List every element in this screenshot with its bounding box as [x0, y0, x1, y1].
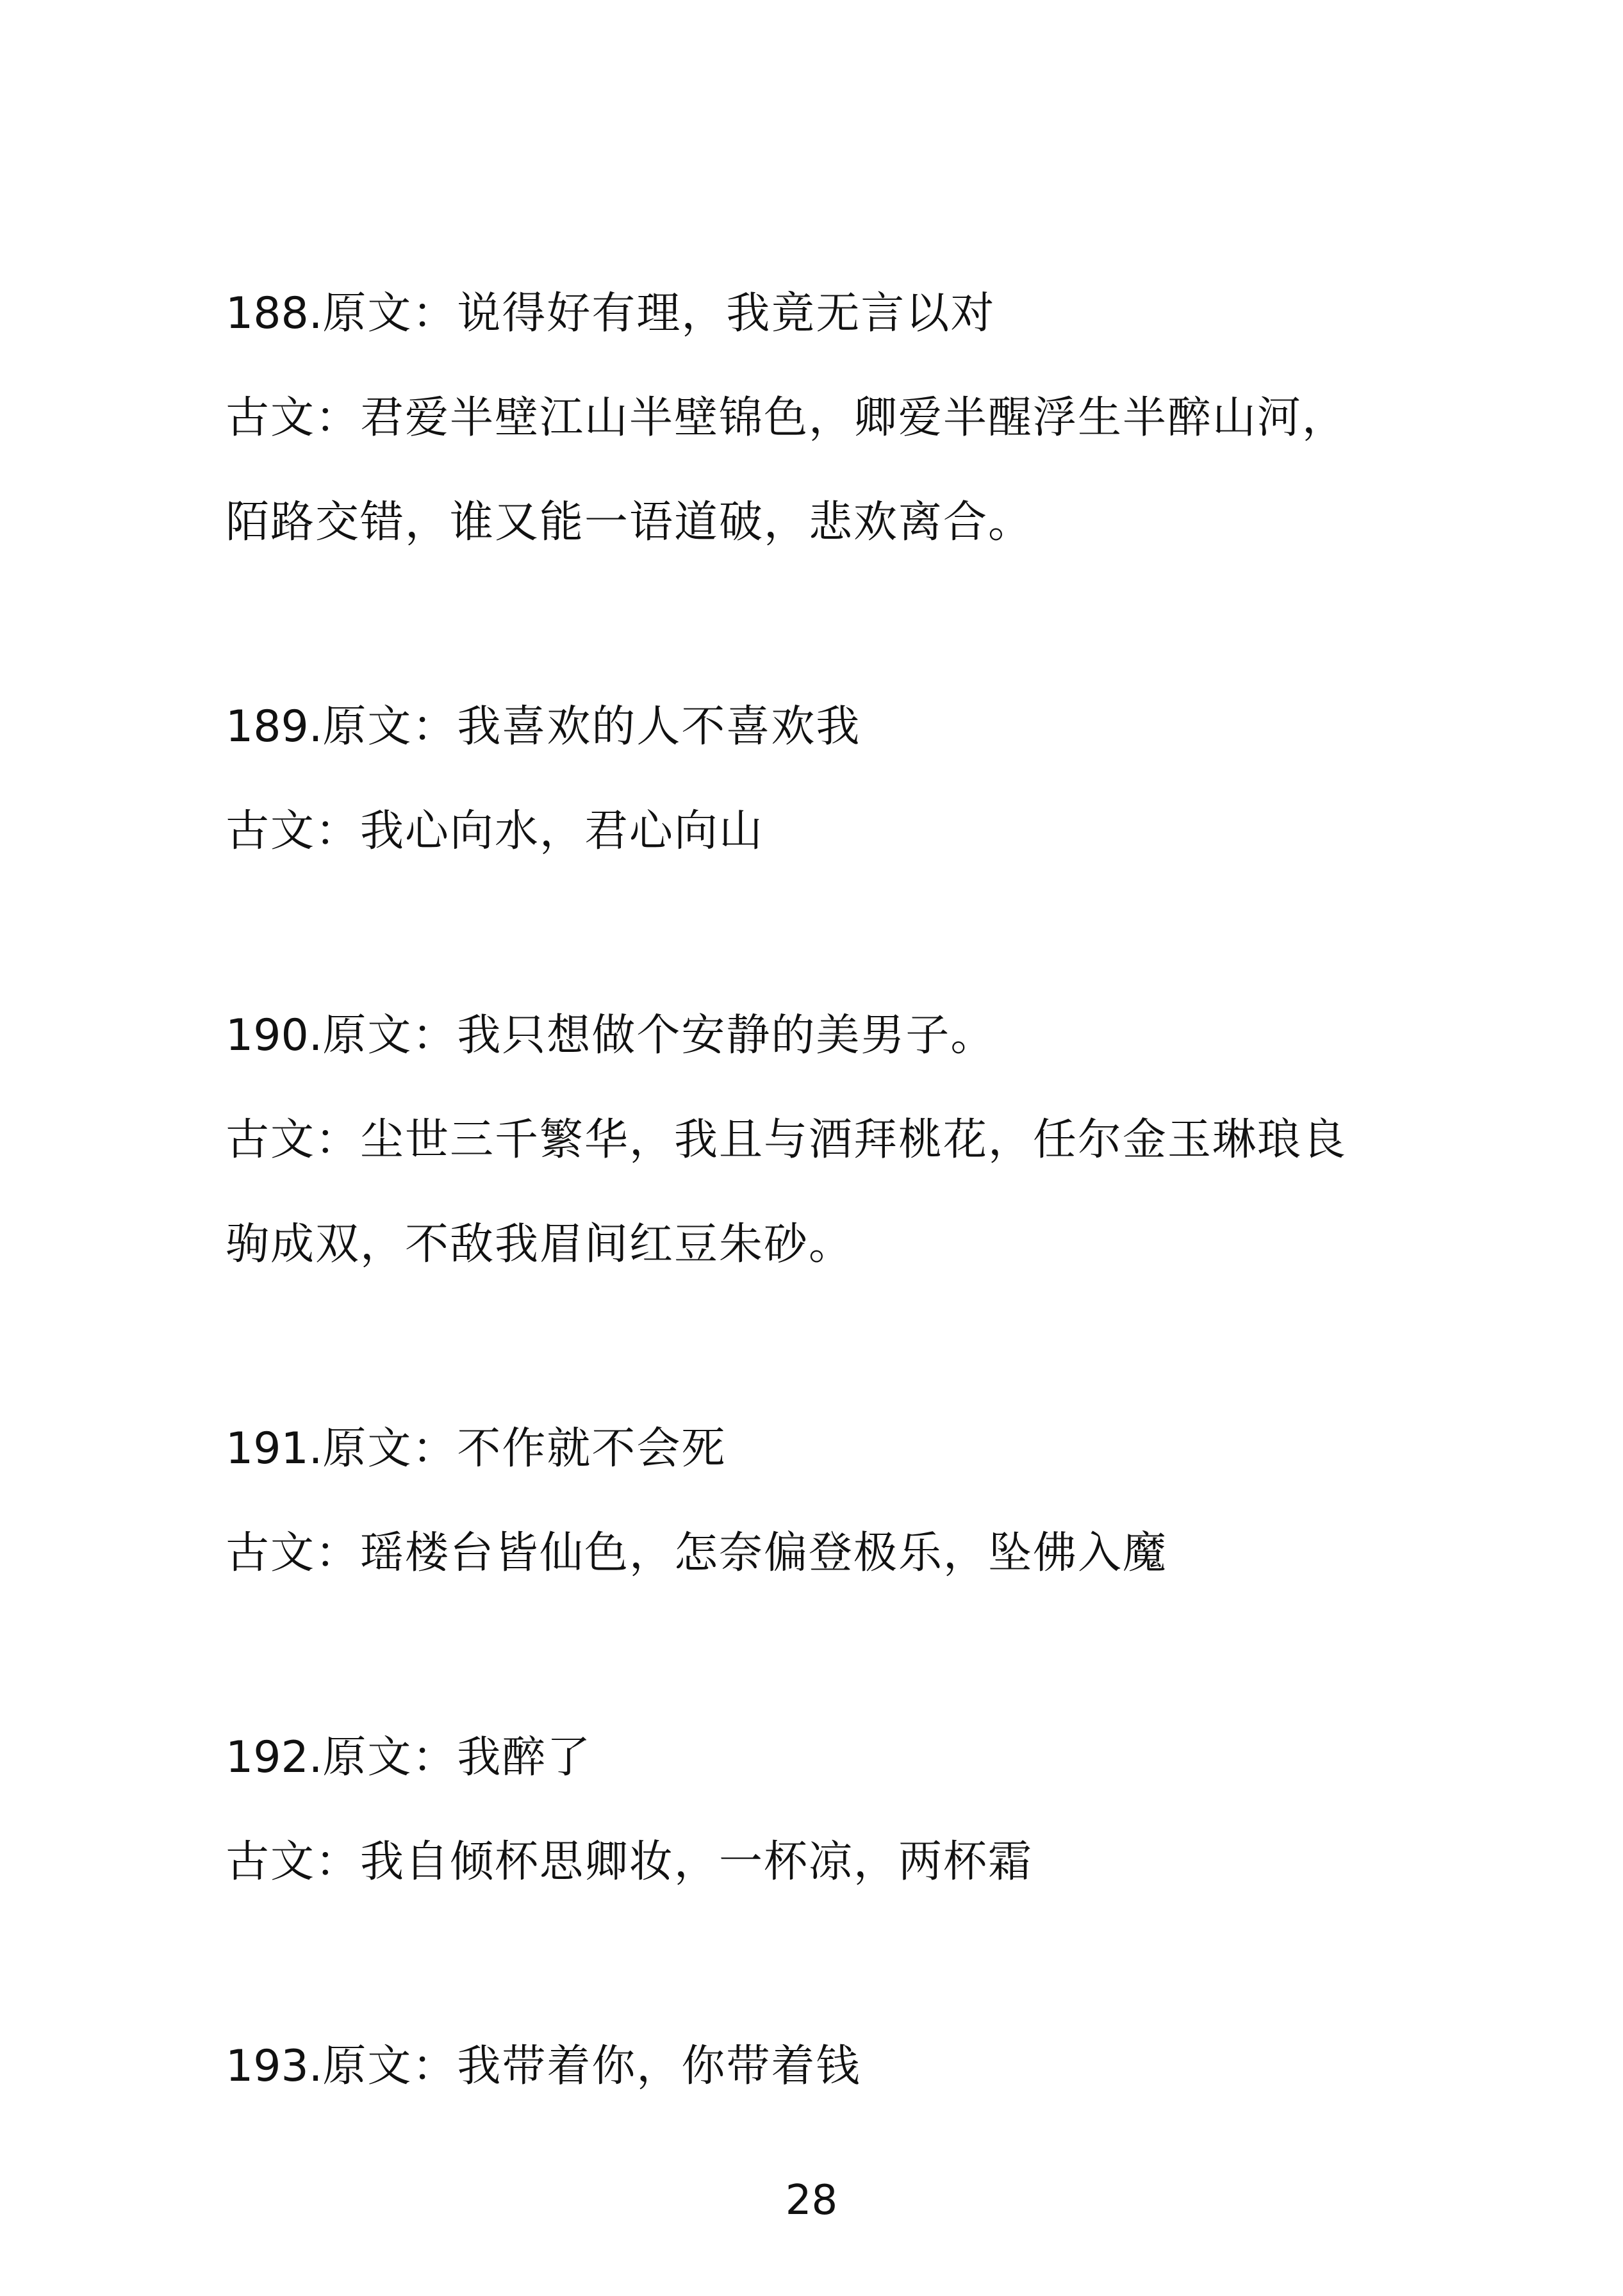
- original-text: 原文：我只想做个安静的美男子。: [322, 1010, 996, 1061]
- original-text: 原文：我带着你，你带着钱: [322, 2041, 861, 2092]
- entry-192-classical-line-1: 古文：我自倾杯思卿妆，一杯凉，两杯霜: [226, 1837, 1034, 1887]
- entry-number: 190.: [226, 1010, 323, 1061]
- entry-191-classical-line-1: 古文：瑶楼台皆仙色，怎奈偏登极乐，坠佛入魔: [226, 1528, 1168, 1578]
- entry-number: 189.: [226, 701, 323, 752]
- entry-number: 192.: [226, 1732, 323, 1783]
- entry-189-original-line: [226, 698, 861, 756]
- original-text: 原文：说得好有理，我竟无言以对: [322, 288, 996, 339]
- entry-number: 188.: [226, 288, 323, 339]
- entry-189-classical-line-1: 古文：我心向水，君心向山: [226, 806, 764, 857]
- original-text: 原文：我喜欢的人不喜欢我: [322, 701, 861, 752]
- original-text: 原文：不作就不会死: [322, 1423, 727, 1474]
- entry-192-original-line: [226, 1729, 591, 1787]
- entry-190-classical-line-2: 驹成双，不敌我眉间红豆朱砂。: [226, 1219, 854, 1270]
- entry-number: 191.: [226, 1423, 323, 1474]
- entry-number: 193.: [226, 2041, 323, 2092]
- entry-191-original-line: [226, 1420, 726, 1478]
- entry-190-original-line: [226, 1007, 995, 1065]
- entry-188-classical-line-1: 古文：君爱半壁江山半壁锦色，卿爱半醒浮生半醉山河，: [226, 393, 1347, 443]
- original-text: 原文：我醉了: [322, 1732, 592, 1783]
- entry-190-classical-line-1: 古文：尘世三千繁华，我且与酒拜桃花，任尔金玉琳琅良: [226, 1115, 1347, 1165]
- entry-188-original-line: [226, 285, 995, 343]
- entry-188-classical-line-2: 陌路交错，谁又能一语道破，悲欢离合。: [226, 497, 1034, 548]
- page-number: 28: [785, 2177, 838, 2224]
- entry-193-original-line: [226, 2038, 861, 2095]
